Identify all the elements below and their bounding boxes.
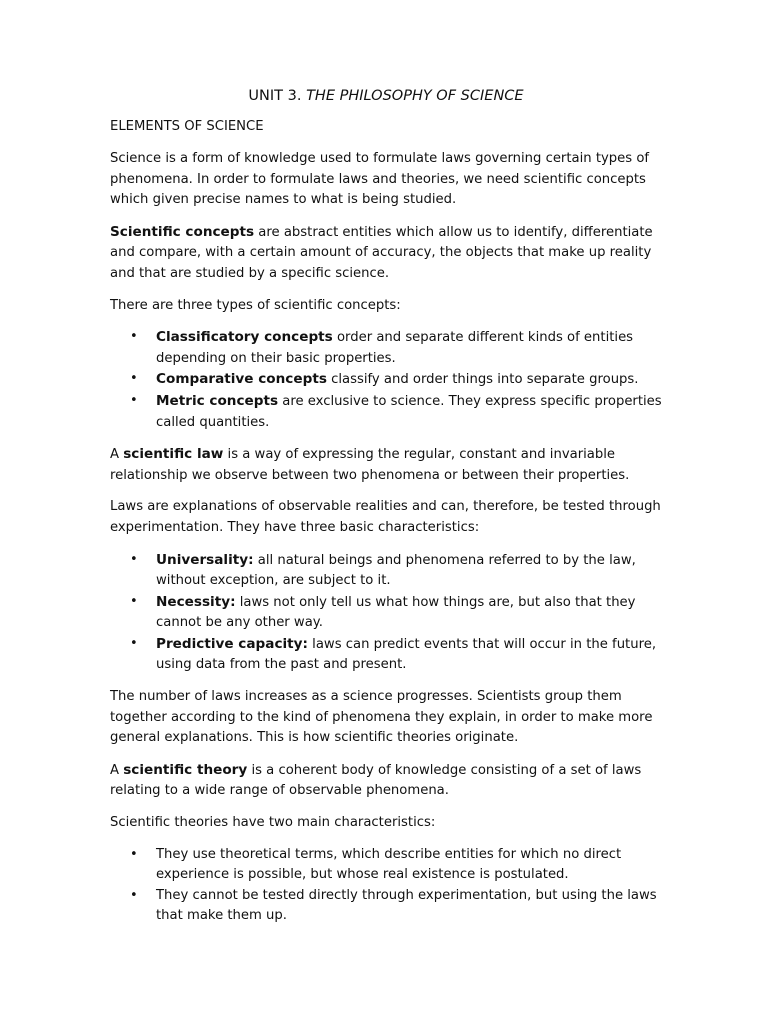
list-item <box>110 327 662 369</box>
law-text: is a way of expressing the regular, constant and invariable relationship we observe between two phenomena or between their properties. <box>110 447 630 483</box>
list-item-text: They cannot be tested directly through experimentation, but using the laws that make them up. <box>156 887 657 924</box>
list-item <box>110 634 662 676</box>
bullet-icon: • <box>130 392 138 408</box>
list-item <box>110 592 662 634</box>
title-italic: THE PHILOSOPHY OF SCIENCE <box>306 88 524 104</box>
list-item-term: Classificatory concepts <box>156 329 333 346</box>
list-item <box>110 550 662 592</box>
theory-characteristics-list <box>110 845 662 927</box>
list-item-text: laws not only tell us what how things are, but also that they cannot be any other way. <box>156 594 636 631</box>
bullet-icon: • <box>130 887 138 903</box>
bullet-icon: • <box>130 635 138 651</box>
list-item-text: are exclusive to science. They express specific properties called quantities. <box>156 393 662 430</box>
law-paragraph <box>110 444 662 486</box>
laws-growth-paragraph: The number of laws increases as a science progresses. Scientists group them together according to the kind of phenomena they explain, in order to make more general explanations. This is how scientific theories originate. <box>110 689 653 746</box>
title-prefix: UNIT 3. <box>248 88 307 104</box>
section-heading: ELEMENTS OF SCIENCE <box>110 119 264 134</box>
law-term: scientific law <box>123 446 224 463</box>
theories-intro-paragraph: Scientific theories have two main characteristics: <box>110 815 436 831</box>
list-item-term: Metric concepts <box>156 392 279 409</box>
list-item-term: Predictive capacity: <box>156 635 308 652</box>
theory-term: scientific theory <box>123 761 248 778</box>
concepts-paragraph <box>110 222 662 285</box>
law-characteristics-list <box>110 550 662 677</box>
bullet-icon: • <box>130 329 138 345</box>
list-item-text: order and separate different kinds of entities depending on their basic properties. <box>156 330 634 366</box>
list-item <box>110 369 662 391</box>
list-item <box>110 886 662 927</box>
theory-paragraph <box>110 760 662 802</box>
concepts-text: are abstract entities which allow us to identify, differentiate and compare, with a certain amount of accuracy, the objects that make up reality and that are studied by a specific science. <box>110 224 653 281</box>
list-item-text: classify and order things into separate groups. <box>326 372 639 388</box>
bullet-icon: • <box>130 593 138 609</box>
list-item-term: Universality: <box>156 551 254 568</box>
list-item <box>110 845 662 886</box>
concept-types-list <box>110 327 662 433</box>
list-item-text: laws can predict events that will occur in the future, using data from the past and present. <box>156 636 657 673</box>
list-item-term: Comparative concepts <box>156 371 327 388</box>
theory-text: is a coherent body of knowledge consisting of a set of laws relating to a wide range of observable phenomena. <box>110 762 642 799</box>
types-intro-paragraph: There are three types of scientific concepts: <box>110 297 401 313</box>
document-title <box>110 86 662 106</box>
bullet-icon: • <box>130 551 138 567</box>
theory-prefix: A <box>110 762 124 778</box>
list-item-text: all natural beings and phenomena referred to by the law, without exception, are subject to it. <box>156 552 636 589</box>
list-item-term: Necessity: <box>156 593 236 610</box>
bullet-icon: • <box>130 846 138 862</box>
bullet-icon: • <box>130 371 138 387</box>
document-page <box>110 86 662 938</box>
laws-intro-paragraph: Laws are explanations of observable realities and can, therefore, be tested through experimentation. They have three basic characteristics: <box>110 499 661 535</box>
law-prefix: A <box>110 447 124 463</box>
intro-paragraph: Science is a form of knowledge used to formulate laws governing certain types of phenomena. In order to formulate laws and theories, we need scientific concepts which given precise names to what is being studied. <box>110 151 650 208</box>
concepts-term: Scientific concepts <box>110 223 255 240</box>
list-item <box>110 391 662 433</box>
list-item-text: They use theoretical terms, which describe entities for which no direct experience is possible, but whose real existence is postulated. <box>156 846 622 883</box>
